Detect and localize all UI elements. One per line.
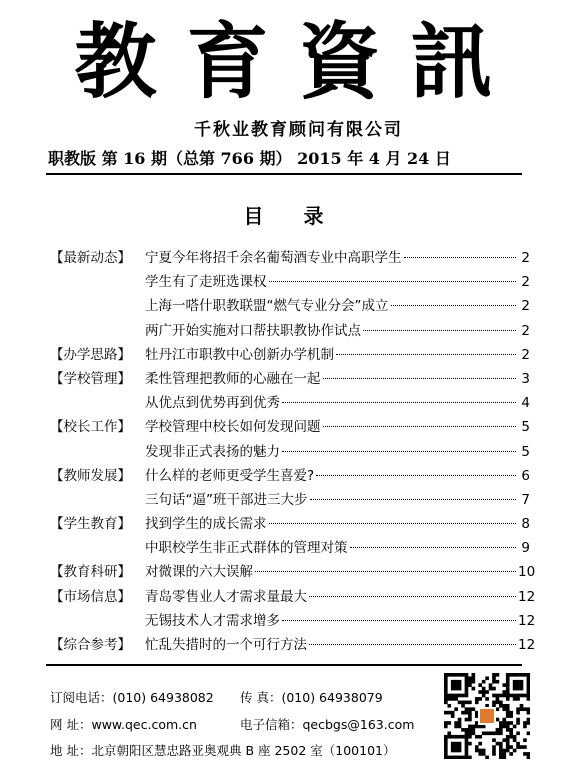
toc-row[interactable] <box>50 294 530 318</box>
bottom-divider <box>46 664 522 666</box>
toc-article-title[interactable]: 对微课的六大误解 <box>145 564 253 581</box>
toc-page-number: 2 <box>521 298 530 315</box>
toc-row[interactable] <box>50 585 536 609</box>
toc-page-number: 6 <box>521 467 530 484</box>
toc-row[interactable] <box>50 319 530 343</box>
toc-section-label: 【学校管理】 <box>50 370 131 387</box>
toc-leader-dots <box>282 402 516 403</box>
toc-entry[interactable] <box>145 609 536 633</box>
toc-article-title[interactable]: 柔性管理把教师的心融在一起 <box>145 370 321 387</box>
company-name: 千秋业教育顾问有限公司 <box>194 120 403 140</box>
toc-row[interactable] <box>50 270 530 294</box>
toc-leader-dots <box>391 305 517 306</box>
toc-article-title[interactable]: 学生有了走班选课权 <box>145 274 267 291</box>
toc-section-label: 【学生教育】 <box>50 516 131 533</box>
toc-page-number: 2 <box>521 250 530 266</box>
toc-page-number: 10 <box>518 564 536 581</box>
toc-article-title[interactable]: 三句话“逼”班干部进三大步 <box>145 491 308 508</box>
toc-row[interactable] <box>50 367 530 391</box>
toc-page-number: 9 <box>521 540 530 557</box>
toc-leader-dots <box>350 547 517 548</box>
toc-row[interactable] <box>50 488 530 512</box>
subscription-phone: 订阅电话：(010) 64938082 <box>50 690 214 705</box>
toc-leader-dots <box>269 523 517 524</box>
toc-article-title[interactable]: 什么样的老师更受学生喜爱? <box>145 467 315 484</box>
toc-entry[interactable] <box>145 415 530 439</box>
toc-leader-dots <box>323 426 517 427</box>
fax-number: 传 真：(010) 64938079 <box>240 690 383 705</box>
toc-entry[interactable] <box>145 488 530 512</box>
toc-leader-dots <box>310 499 517 500</box>
issue-line: 职教版 第 16 期（总第 766 期） 2015 年 4 月 24 日 <box>48 149 451 168</box>
toc-section-label: 【办学思路】 <box>50 346 131 363</box>
toc-row[interactable] <box>50 536 530 560</box>
website-link[interactable]: 网 址：www.qec.com.cn <box>50 717 197 732</box>
toc-page-number: 12 <box>518 612 536 629</box>
toc-section-label: 【市场信息】 <box>50 588 131 605</box>
toc-row[interactable] <box>50 609 536 633</box>
email-address[interactable]: 电子信箱：qecbgs@163.com <box>240 717 415 732</box>
toc-leader-dots <box>309 644 516 645</box>
toc-page-number: 12 <box>518 588 536 605</box>
toc-row[interactable] <box>50 246 530 270</box>
toc-entry[interactable] <box>145 294 530 318</box>
toc-article-title[interactable]: 牡丹江市职教中心创新办学机制 <box>145 346 334 363</box>
toc-leader-dots <box>282 451 516 452</box>
toc-leader-dots <box>255 571 516 572</box>
toc-entry[interactable] <box>145 246 530 270</box>
toc-page-number: 5 <box>521 443 530 460</box>
toc-row[interactable] <box>50 343 530 367</box>
toc-entry[interactable] <box>145 585 536 609</box>
toc-leader-dots <box>363 330 516 331</box>
toc-entry[interactable] <box>145 270 530 294</box>
toc-section-label: 【综合参考】 <box>50 637 131 653</box>
toc-row[interactable] <box>50 560 536 584</box>
toc-entry[interactable] <box>145 560 536 584</box>
toc-article-title[interactable]: 两广开始实施对口帮扶职教协作试点 <box>145 322 361 339</box>
toc-entry[interactable] <box>145 367 530 391</box>
toc-entry[interactable] <box>145 536 530 560</box>
top-divider <box>46 173 522 175</box>
toc-leader-dots <box>316 475 516 476</box>
toc-page-number: 8 <box>521 516 530 533</box>
toc-leader-dots <box>282 620 516 621</box>
toc-leader-dots <box>309 596 516 597</box>
toc-page-number: 3 <box>521 370 530 387</box>
toc-article-title[interactable]: 无锡技术人才需求增多 <box>145 612 280 629</box>
toc-entry[interactable] <box>145 464 530 488</box>
toc-entry[interactable] <box>145 391 530 415</box>
toc-article-title[interactable]: 宁夏今年将招千余名葡萄酒专业中高职学生 <box>145 250 402 266</box>
toc-page-number: 2 <box>521 274 530 291</box>
toc-section-label: 【最新动态】 <box>50 250 131 266</box>
toc-article-title[interactable]: 中职校学生非正式群体的管理对策 <box>145 540 348 557</box>
toc-page-number: 7 <box>521 491 530 508</box>
toc-row[interactable] <box>50 512 530 536</box>
toc-row[interactable] <box>50 391 530 415</box>
toc-row[interactable] <box>50 440 530 464</box>
toc-leader-dots <box>336 354 516 355</box>
qr-code-icon <box>444 673 530 759</box>
toc-entry[interactable] <box>145 319 530 343</box>
toc-leader-dots <box>323 378 517 379</box>
toc-article-title[interactable]: 忙乱失措时的一个可行方法 <box>145 637 307 653</box>
toc-leader-dots <box>269 281 517 282</box>
toc-entry[interactable] <box>145 512 530 536</box>
toc-section-label: 【教育科研】 <box>50 564 131 581</box>
toc-article-title[interactable]: 青岛零售业人才需求量最大 <box>145 588 307 605</box>
toc-leader-dots <box>404 257 517 258</box>
toc-page-number: 12 <box>518 637 536 653</box>
toc-title: 目录 <box>243 204 364 228</box>
toc-row[interactable] <box>50 633 536 657</box>
masthead-title: 教育資訊 <box>74 14 523 110</box>
toc-page-number: 2 <box>521 322 530 339</box>
toc-section-label: 【教师发展】 <box>50 467 131 484</box>
toc-article-title[interactable]: 学校管理中校长如何发现问题 <box>145 419 321 436</box>
toc-entry[interactable] <box>145 633 536 657</box>
toc-article-title[interactable]: 从优点到优势再到优秀 <box>145 395 280 412</box>
toc-section-label: 【校长工作】 <box>50 419 131 436</box>
toc-entry[interactable] <box>145 343 530 367</box>
toc-row[interactable] <box>50 464 530 488</box>
toc-page-number: 5 <box>521 419 530 436</box>
toc-page-number: 2 <box>521 346 530 363</box>
toc-article-title[interactable]: 发现非正式表扬的魅力 <box>145 443 280 460</box>
postal-address: 地 址：北京朝阳区慧忠路亚奥观典 B 座 2502 室（100101） <box>50 743 396 758</box>
toc-entry[interactable] <box>145 440 530 464</box>
toc-page-number: 4 <box>521 395 530 412</box>
toc-row[interactable] <box>50 415 530 439</box>
table-of-contents <box>50 246 536 657</box>
toc-article-title[interactable]: 找到学生的成长需求 <box>145 516 267 533</box>
toc-article-title[interactable]: 上海一嗒什职教联盟“燃气专业分会”成立 <box>145 298 389 315</box>
